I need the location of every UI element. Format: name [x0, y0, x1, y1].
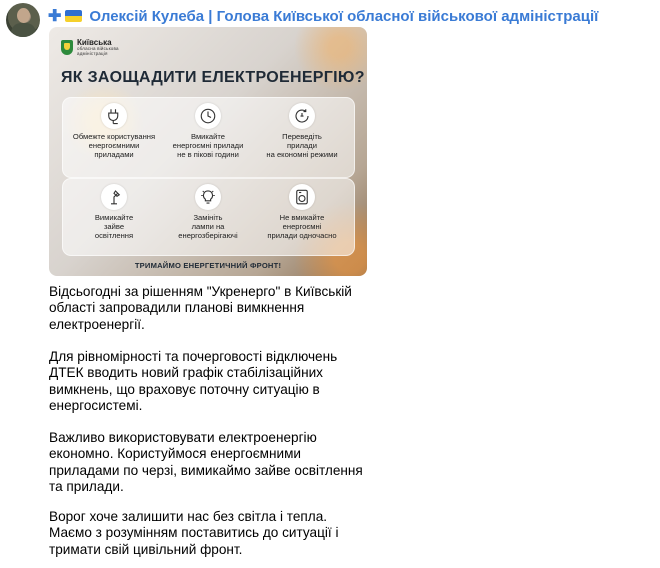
tip-eco-mode: [254, 103, 350, 159]
message-paragraph-3: Важливо використовувати електроенергію економно. Користуймося енергоємними приладами по черзі, вимикаймо зайве освітлення та прилади.: [49, 430, 363, 495]
poster-logo: [61, 39, 119, 56]
tip-line: енергоємними: [88, 141, 140, 150]
lamp-icon: [101, 184, 127, 210]
tip-line: Переведіть: [282, 132, 322, 141]
tip-line: Обмежте користування: [72, 132, 156, 141]
avatar-body: [11, 23, 36, 37]
ukraine-flag-icon: [65, 10, 82, 22]
channel-avatar[interactable]: [6, 3, 40, 37]
tip-line: на економні режими: [266, 150, 338, 159]
tip-line: прилади одночасно: [267, 231, 337, 240]
poster-image[interactable]: [49, 27, 367, 276]
tip-line: приладами: [94, 150, 134, 159]
eco-mode-icon: [289, 103, 315, 129]
tip-replace-bulbs: [160, 184, 256, 240]
message-paragraph-2: Для рівномірності та почерговості відключень ДТЕК вводить новий графік стабілізаційних вимкнень, що враховує поточну ситуацію в енергосистемі.: [49, 349, 338, 414]
message-header: [48, 6, 598, 26]
tip-line: Вмикайте: [190, 132, 225, 141]
poster-footer: ТРИМАЙМО ЕНЕРГЕТИЧНИЙ ФРОНТ!: [134, 261, 282, 270]
tip-line: Замініть: [193, 213, 223, 222]
channel-name[interactable]: Олексій Кулеба | Голова Київської обласної військової адміністрації: [89, 7, 599, 25]
tip-lights-off: [66, 184, 162, 240]
plug-icon: [101, 103, 127, 129]
tip-line: Не вмикайте: [279, 213, 325, 222]
logo-line-1: Київська: [77, 38, 112, 47]
tip-line: енергоємні: [282, 222, 322, 231]
poster-title: ЯК ЗАОЩАДИТИ ЕЛЕКТРОЕНЕРГІЮ?: [61, 69, 365, 86]
plus-icon: ✚: [48, 8, 62, 25]
avatar-head: [17, 8, 30, 23]
clock-icon: [195, 103, 221, 129]
tip-line: лампи на: [191, 222, 225, 231]
tip-line: прилади: [287, 141, 317, 150]
tip-line: енергозберігаючі: [178, 231, 238, 240]
tip-line: освітлення: [94, 231, 134, 240]
washer-icon: [289, 184, 315, 210]
logo-line-3: адміністрація: [77, 50, 108, 56]
message-paragraph-1: Відсьогодні за рішенням "Укренерго" в Київській області запровадили планові вимкнення електроенергії.: [49, 284, 352, 332]
tip-not-simultaneously: [254, 184, 350, 240]
tip-line: не в пікові години: [177, 150, 239, 159]
tip-limit-appliances: [66, 103, 162, 159]
tip-line: енергоємні прилади: [172, 141, 244, 150]
tip-line: Вимикайте: [94, 213, 134, 222]
message-paragraph-4: Ворог хоче залишити нас без світла і тепла. Маємо з розумінням поставитись до ситуації і тримати свій цивільний фронт.: [49, 509, 339, 557]
tip-off-peak: [160, 103, 256, 159]
logo-line-2: обласна військова: [77, 46, 119, 51]
bulb-icon: [195, 184, 221, 210]
coat-of-arms-icon: [61, 40, 73, 55]
tip-line: зайве: [103, 222, 125, 231]
